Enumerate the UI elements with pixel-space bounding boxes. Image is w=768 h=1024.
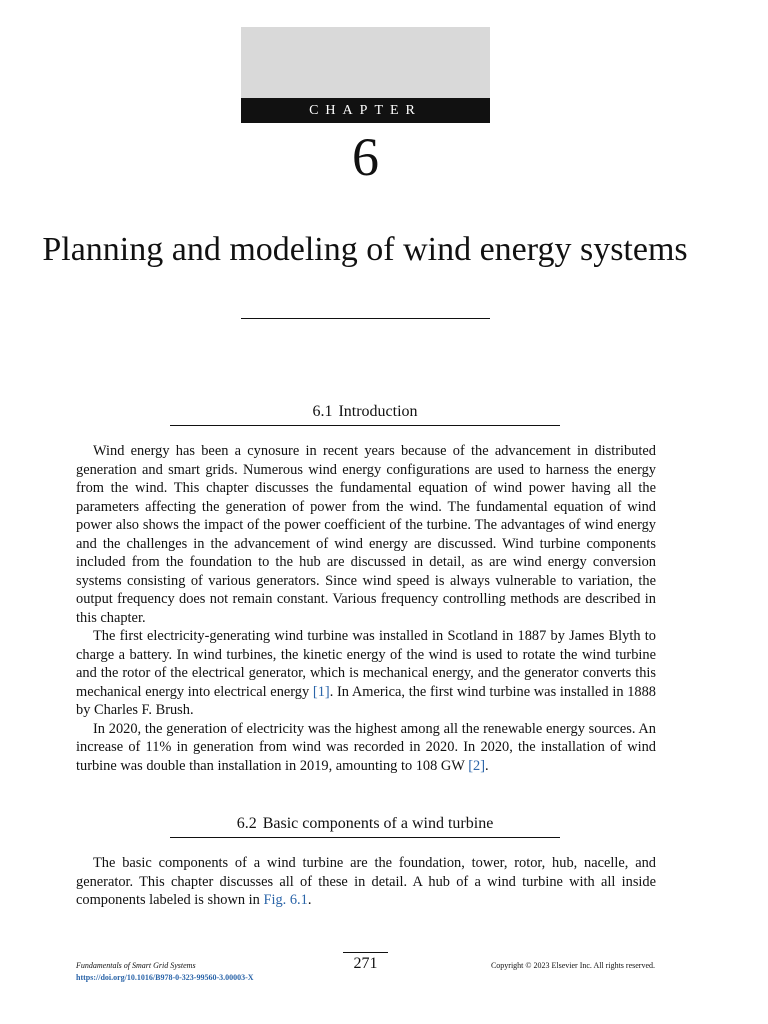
citation-link[interactable]: [2] bbox=[468, 757, 486, 774]
book-title: Fundamentals of Smart Grid Systems bbox=[76, 961, 196, 970]
citation-link[interactable]: [1] bbox=[312, 683, 330, 700]
section-number: 6.1 bbox=[312, 403, 333, 420]
copyright: Copyright © 2023 Elsevier Inc. All rights reserved. bbox=[490, 961, 655, 970]
figure-link[interactable]: Fig. 6.1 bbox=[263, 892, 308, 908]
chapter-title: Planning and modeling of wind energy systems bbox=[42, 231, 688, 268]
chapter-header-box bbox=[241, 27, 490, 98]
paragraph: Wind energy has been a cynosure in recent years because of the advancement in distributed generation and smart grids. Numerous wind energy configurations are used to harness the energy from the wind. This chapter discusses the fundamental equation of wind power having all the parameters affecting the generation of power from the wind. The fundamental equation of wind power also shows the impact of the power coefficient of the turbine. The advantages of wind energy and the challenges in the advancement of wind energy are discussed. Wind turbine components included from the foundation to the hub are discussed in detail, as are wind energy conversion systems consisting of various generators. Since wind speed is always vulnerable to variation, the output frequency does not remain constant. Various frequency controlling methods are described in this chapter. bbox=[76, 443, 656, 626]
doi-link[interactable]: https://doi.org/10.1016/B978-0-323-99560-3.00003-X bbox=[76, 973, 254, 982]
section-body-introduction bbox=[76, 442, 656, 775]
section-heading-components bbox=[170, 813, 560, 835]
section-rule bbox=[170, 425, 560, 426]
section-heading-introduction bbox=[170, 401, 560, 423]
section-title: Basic components of a wind turbine bbox=[262, 815, 494, 832]
paragraph: The basic components of a wind turbine are the foundation, tower, rotor, hub, nacelle, and generator. This chapter discusses all of these in detail. A hub of a wind turbine with all inside components labeled is shown in Fig. 6.1. bbox=[76, 855, 656, 908]
section-rule bbox=[170, 837, 560, 838]
paragraph: In 2020, the generation of electricity was the highest among all the renewable energy sources. An increase of 11% in generation from wind was recorded in 2020. In 2020, the installation of wind turbine was double than installation in 2019, amounting to 108 GW [2]. bbox=[76, 720, 656, 774]
page-number: 271 bbox=[353, 955, 378, 972]
title-rule bbox=[241, 318, 490, 319]
chapter-number: 6 bbox=[352, 127, 379, 187]
paragraph: The first electricity-generating wind turbine was installed in Scotland in 1887 by James Blyth to charge a battery. In wind turbines, the kinetic energy of the wind is used to rotate the wind turbine and the rotor of the electrical generator, which is mechanical energy, and the generator converts this mechanical energy into electrical energy [1]. In America, the first wind turbine was installed in 1888 by Charles F. Brush. bbox=[76, 628, 656, 718]
page-number-rule bbox=[343, 952, 388, 953]
chapter-label: CHAPTER bbox=[241, 98, 490, 123]
section-title: Introduction bbox=[338, 403, 418, 420]
footer-left bbox=[76, 960, 254, 984]
section-number: 6.2 bbox=[236, 815, 257, 832]
section-body-components bbox=[76, 854, 656, 910]
